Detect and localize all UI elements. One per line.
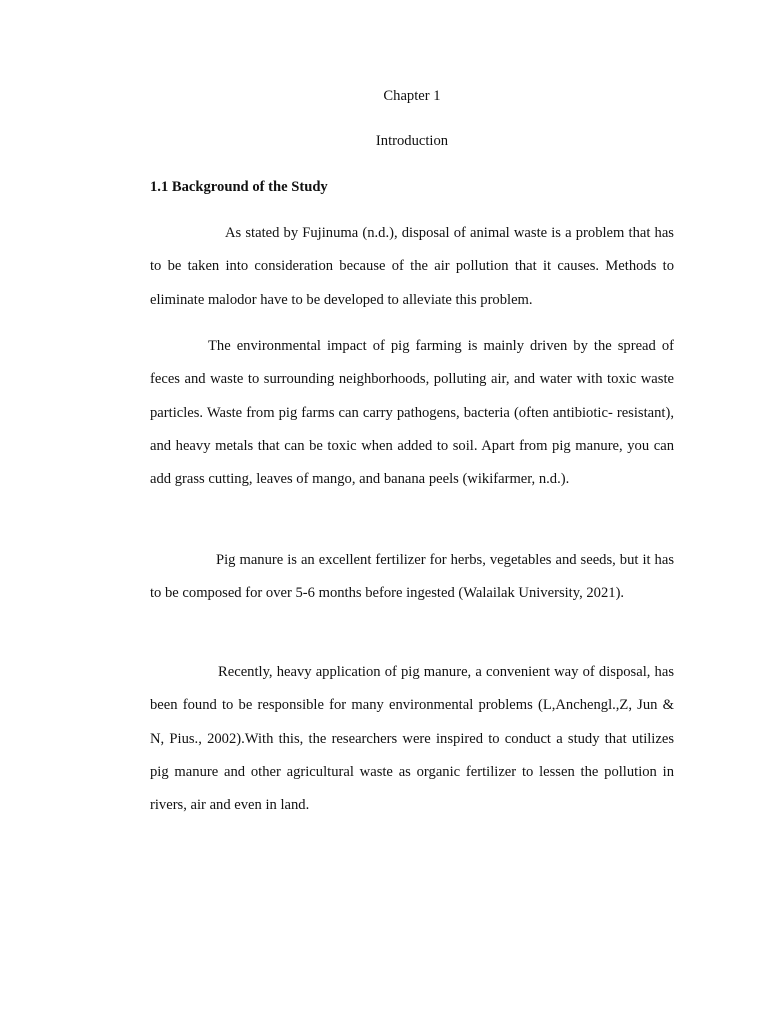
paragraph: Pig manure is an excellent fertilizer for herbs, vegetables and seeds, but it has to be composed for over 5-6 months before ingested (Walailak University, 2021). (150, 552, 674, 602)
chapter-name: Introduction (375, 133, 449, 149)
section-heading: 1.1 Background of the Study (150, 179, 328, 195)
chapter-title: Chapter 1 (383, 88, 441, 104)
paragraph: As stated by Fujinuma (n.d.), disposal of animal waste is a problem that has to be taken into consideration because of the air pollution that it causes. Methods to eliminate malodor have to be developed to alleviate this problem. (150, 225, 674, 308)
paragraph: The environmental impact of pig farming is mainly driven by the spread of feces and waste to surrounding neighborhoods, polluting air, and water with toxic waste particles. Waste from pig farms can carry pathogens, bacteria (often antibiotic- resistant), and heavy metals that can be toxic when added to soil. Apart from pig manure, you can add grass cutting, leaves of mango, and banana peels (wikifarmer, n.d.). (150, 338, 674, 488)
paragraph: Recently, heavy application of pig manure, a convenient way of disposal, has been found to be responsible for many environmental problems (L,Anchengl.,Z, Jun & N, Pius., 2002).With this, the researchers were inspired to conduct a study that utilizes pig manure and other agricultural waste as organic fertilizer to lessen the pollution in rivers, air and even in land. (150, 664, 674, 814)
